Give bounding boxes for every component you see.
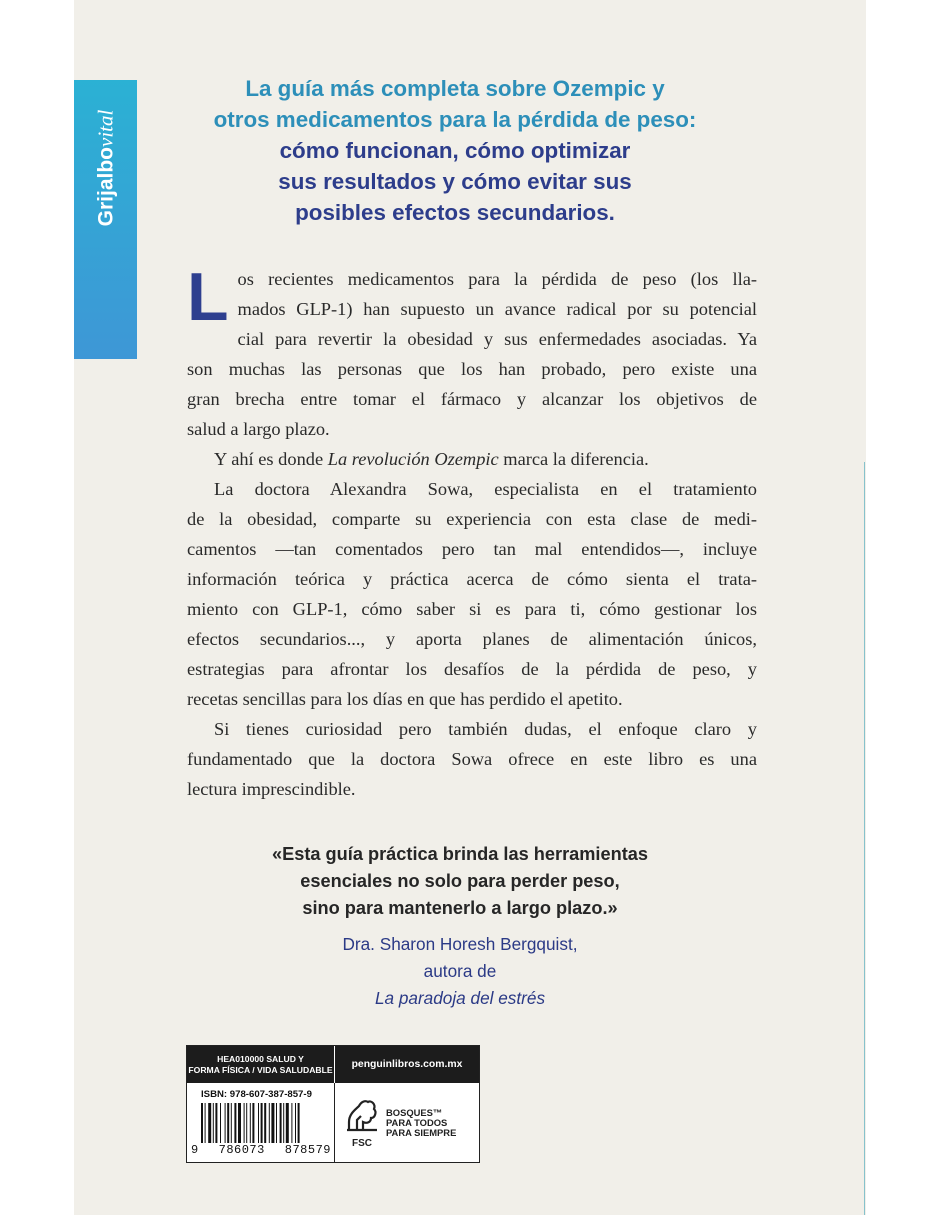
spine-edge-line	[864, 462, 865, 1215]
publisher-imprint: vital	[93, 109, 118, 147]
headline-line: posibles efectos secundarios.	[295, 200, 615, 225]
quote-author: Dra. Sharon Horesh Bergquist,	[342, 934, 578, 954]
text-line: salud a largo plazo.	[187, 419, 330, 439]
text-line: La doctora Alexandra Sowa, especialista en el tratamiento	[214, 479, 757, 499]
text-line: recetas sencillas para los días en que has perdido el apetito.	[187, 689, 623, 709]
source-prefix: autora de	[423, 961, 497, 981]
drop-cap: L	[187, 259, 229, 335]
headline-line: La guía más completa sobre Ozempic y	[245, 76, 665, 101]
headline-line: otros medicamentos para la pérdida de peso:	[213, 107, 697, 132]
category-line: FORMA FÍSICA / VIDA SALUDABLE	[188, 1064, 333, 1075]
text-line: lectura imprescindible.	[187, 779, 356, 799]
fsc-slogan-line: PARA TODOS	[386, 1117, 448, 1128]
fsc-label: FSC	[352, 1138, 372, 1149]
text-line: mados GLP-1) han supuesto un avance radical por su potencial	[237, 299, 757, 319]
barcode-digit-group: 9	[191, 1143, 199, 1157]
synopsis-paragraph-1	[187, 259, 757, 444]
synopsis-paragraph-2	[187, 444, 757, 474]
text-line: gran brecha entre tomar el fármaco y alcanzar los objetivos de	[187, 389, 757, 409]
barcode-box	[186, 1045, 480, 1163]
text-line: de la obesidad, comparte su experiencia con esta clase de medi-	[187, 509, 757, 529]
text-line: camentos —tan comentados pero tan mal entendidos—, incluye	[187, 539, 757, 559]
fsc-slogan	[386, 1108, 456, 1138]
text-line: fundamentado que la doctora Sowa ofrece en este libro es una	[187, 749, 757, 769]
blurb-quote	[230, 841, 690, 922]
text-line: miento con GLP-1, cómo saber si es para ti, cómo gestionar los	[187, 599, 757, 619]
text-line: información teórica y práctica acerca de cómo sienta el trata-	[187, 569, 757, 589]
publisher-website: penguinlibros.com.mx	[335, 1046, 479, 1083]
publisher-name: Grijalbo	[94, 146, 118, 227]
synopsis	[187, 259, 757, 804]
text-line: efectos secundarios..., y aporta planes de alimentación únicos,	[187, 629, 757, 649]
publisher-logo	[94, 110, 119, 227]
headline	[190, 73, 720, 228]
text-line: cial para revertir la obesidad y sus enfermedades asociadas. Ya	[237, 329, 757, 349]
book-title: La revolución Ozempic	[327, 449, 499, 469]
quote-source	[230, 958, 690, 1012]
text-run: Y ahí es donde	[214, 449, 328, 469]
barcode-icon	[201, 1103, 323, 1143]
quote-line: «Esta guía práctica brinda las herramientas	[271, 844, 649, 864]
category-line: HEA010000 SALUD Y	[217, 1053, 304, 1064]
barcode-digit-group: 878579	[284, 1143, 331, 1157]
synopsis-paragraph-4	[187, 714, 757, 804]
box-divider	[334, 1083, 335, 1162]
fsc-slogan-line: BOSQUES™	[386, 1107, 443, 1118]
text-line: Si tienes curiosidad pero también dudas, el enfoque claro y	[214, 719, 757, 739]
quote-line: sino para mantenerlo a largo plazo.»	[302, 898, 618, 918]
text-line: son muchas las personas que los han probado, pero existe una	[187, 359, 757, 379]
fsc-slogan-line: PARA SIEMPRE	[386, 1127, 457, 1138]
headline-line: sus resultados y cómo evitar sus	[278, 169, 632, 194]
text-line: estrategias para afrontar los desafíos de la pérdida de peso, y	[187, 659, 757, 679]
isbn-label: ISBN: 978-607-387-857-9	[201, 1089, 312, 1100]
quote-line: esenciales no solo para perder peso,	[300, 871, 620, 891]
bisac-category	[187, 1046, 334, 1083]
headline-line: cómo funcionan, cómo optimizar	[279, 138, 631, 163]
quote-attribution	[230, 931, 690, 1012]
barcode-digit-group: 786073	[218, 1143, 265, 1157]
barcode-digits	[191, 1143, 331, 1157]
fsc-tree-icon	[345, 1096, 379, 1138]
text-line	[187, 444, 757, 474]
synopsis-paragraph-3	[187, 474, 757, 714]
source-title: La paradoja del estrés	[374, 988, 546, 1008]
text-line: os recientes medicamentos para la pérdida de peso (los lla-	[237, 269, 757, 289]
text-run: marca la diferencia.	[498, 449, 649, 469]
